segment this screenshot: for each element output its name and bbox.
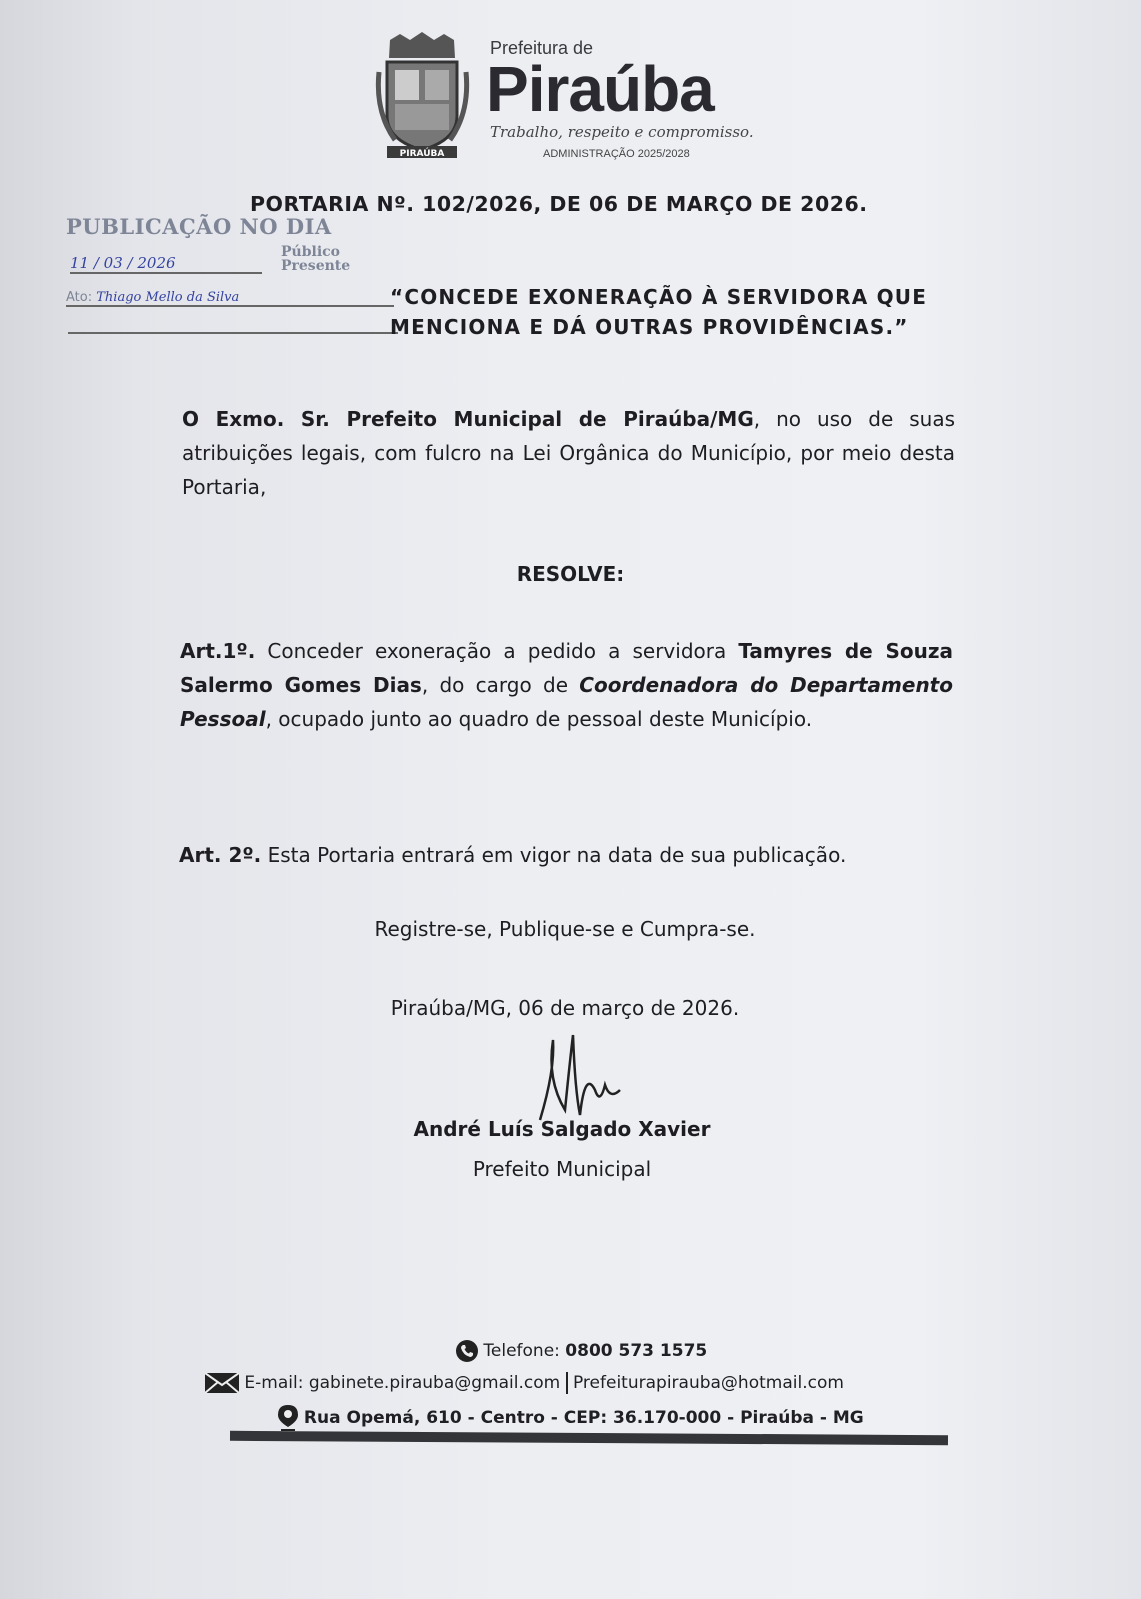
preamble	[182, 402, 955, 504]
stamp-heading: PUBLICAÇÃO NO DIA	[66, 214, 332, 239]
stamp-date-handwritten: 11 / 03 / 2026	[70, 254, 262, 274]
art2-label: Art. 2º.	[179, 843, 262, 867]
place-date: Piraúba/MG, 06 de março de 2026.	[390, 996, 740, 1020]
art1-text-3: , ocupado junto ao quadro de pessoal deste Município.	[265, 707, 813, 731]
crest-label: PIRAÚBA	[399, 149, 445, 159]
footer-email	[205, 1372, 844, 1394]
art1-servant-name: Tamyres de Souza Salermo Gomes Dias	[180, 639, 953, 697]
ementa-line-1: “CONCEDE EXONERAÇÃO À SERVIDORA QUE	[390, 285, 928, 309]
ementa-line-2: MENCIONA E DÁ OUTRAS PROVIDÊNCIAS.”	[390, 315, 909, 339]
phone-number: 0800 573 1575	[565, 1341, 708, 1361]
phone-icon	[456, 1340, 478, 1362]
header-administration: ADMINISTRAÇÃO 2025/2028	[543, 148, 690, 160]
article-2	[179, 838, 959, 872]
art1-text: Conceder exoneração a pedido a servidora	[255, 639, 739, 663]
document-title: PORTARIA Nº. 102/2026, DE 06 DE MARÇO DE 2026.	[250, 192, 868, 216]
header-prefix: Prefeitura de	[490, 38, 594, 58]
address: Rua Opemá, 610 - Centro - CEP: 36.170-000 - Piraúba - MG	[303, 1408, 864, 1428]
header-slogan: Trabalho, respeito e compromisso.	[490, 123, 754, 141]
art1-role: Coordenadora do Departamento Pessoal	[180, 673, 953, 731]
stamp-public: Público	[281, 244, 340, 260]
city-crest-logo	[375, 32, 470, 160]
stamp-ato-label: Ato:	[66, 290, 93, 305]
location-pin-icon	[278, 1405, 298, 1431]
header-city: Piraúba	[486, 53, 714, 125]
phone-label: Telefone:	[483, 1341, 560, 1361]
stamp-public-present	[281, 245, 350, 273]
signatory-role: Prefeito Municipal	[472, 1157, 652, 1181]
closing-formula: Registre-se, Publique-se e Cumpra-se.	[374, 917, 756, 941]
handwritten-signature	[525, 1030, 635, 1130]
art1-label: Art.1º.	[180, 639, 256, 663]
stamp-divider	[68, 332, 398, 334]
signatory-name: André Luís Salgado Xavier	[413, 1117, 711, 1141]
footer-bar	[230, 1431, 948, 1445]
ementa	[390, 282, 927, 342]
email-label: E-mail:	[244, 1373, 304, 1393]
envelope-icon	[205, 1373, 239, 1393]
article-1	[180, 634, 953, 736]
art1-text-2: , do cargo de	[421, 673, 580, 697]
resolve-heading: RESOLVE:	[516, 562, 625, 586]
art2-text: Esta Portaria entrará em vigor na data de sua publicação.	[261, 843, 847, 867]
email-2: Prefeiturapirauba@hotmail.com	[572, 1373, 844, 1393]
preamble-bold: O Exmo. Sr. Prefeito Municipal de Piraúba/MG	[182, 407, 754, 431]
footer-phone	[456, 1340, 707, 1362]
footer-address	[278, 1405, 864, 1431]
stamp-ato	[66, 290, 394, 307]
preamble-rest: , no uso de suas atribuições legais, com fulcro na Lei Orgânica do Município, por meio desta Portaria,	[182, 407, 955, 499]
email-1: gabinete.pirauba@gmail.com	[308, 1373, 561, 1393]
stamp-ato-handwritten: Thiago Mello da Silva	[96, 290, 240, 305]
stamp-present: Presente	[281, 258, 351, 274]
